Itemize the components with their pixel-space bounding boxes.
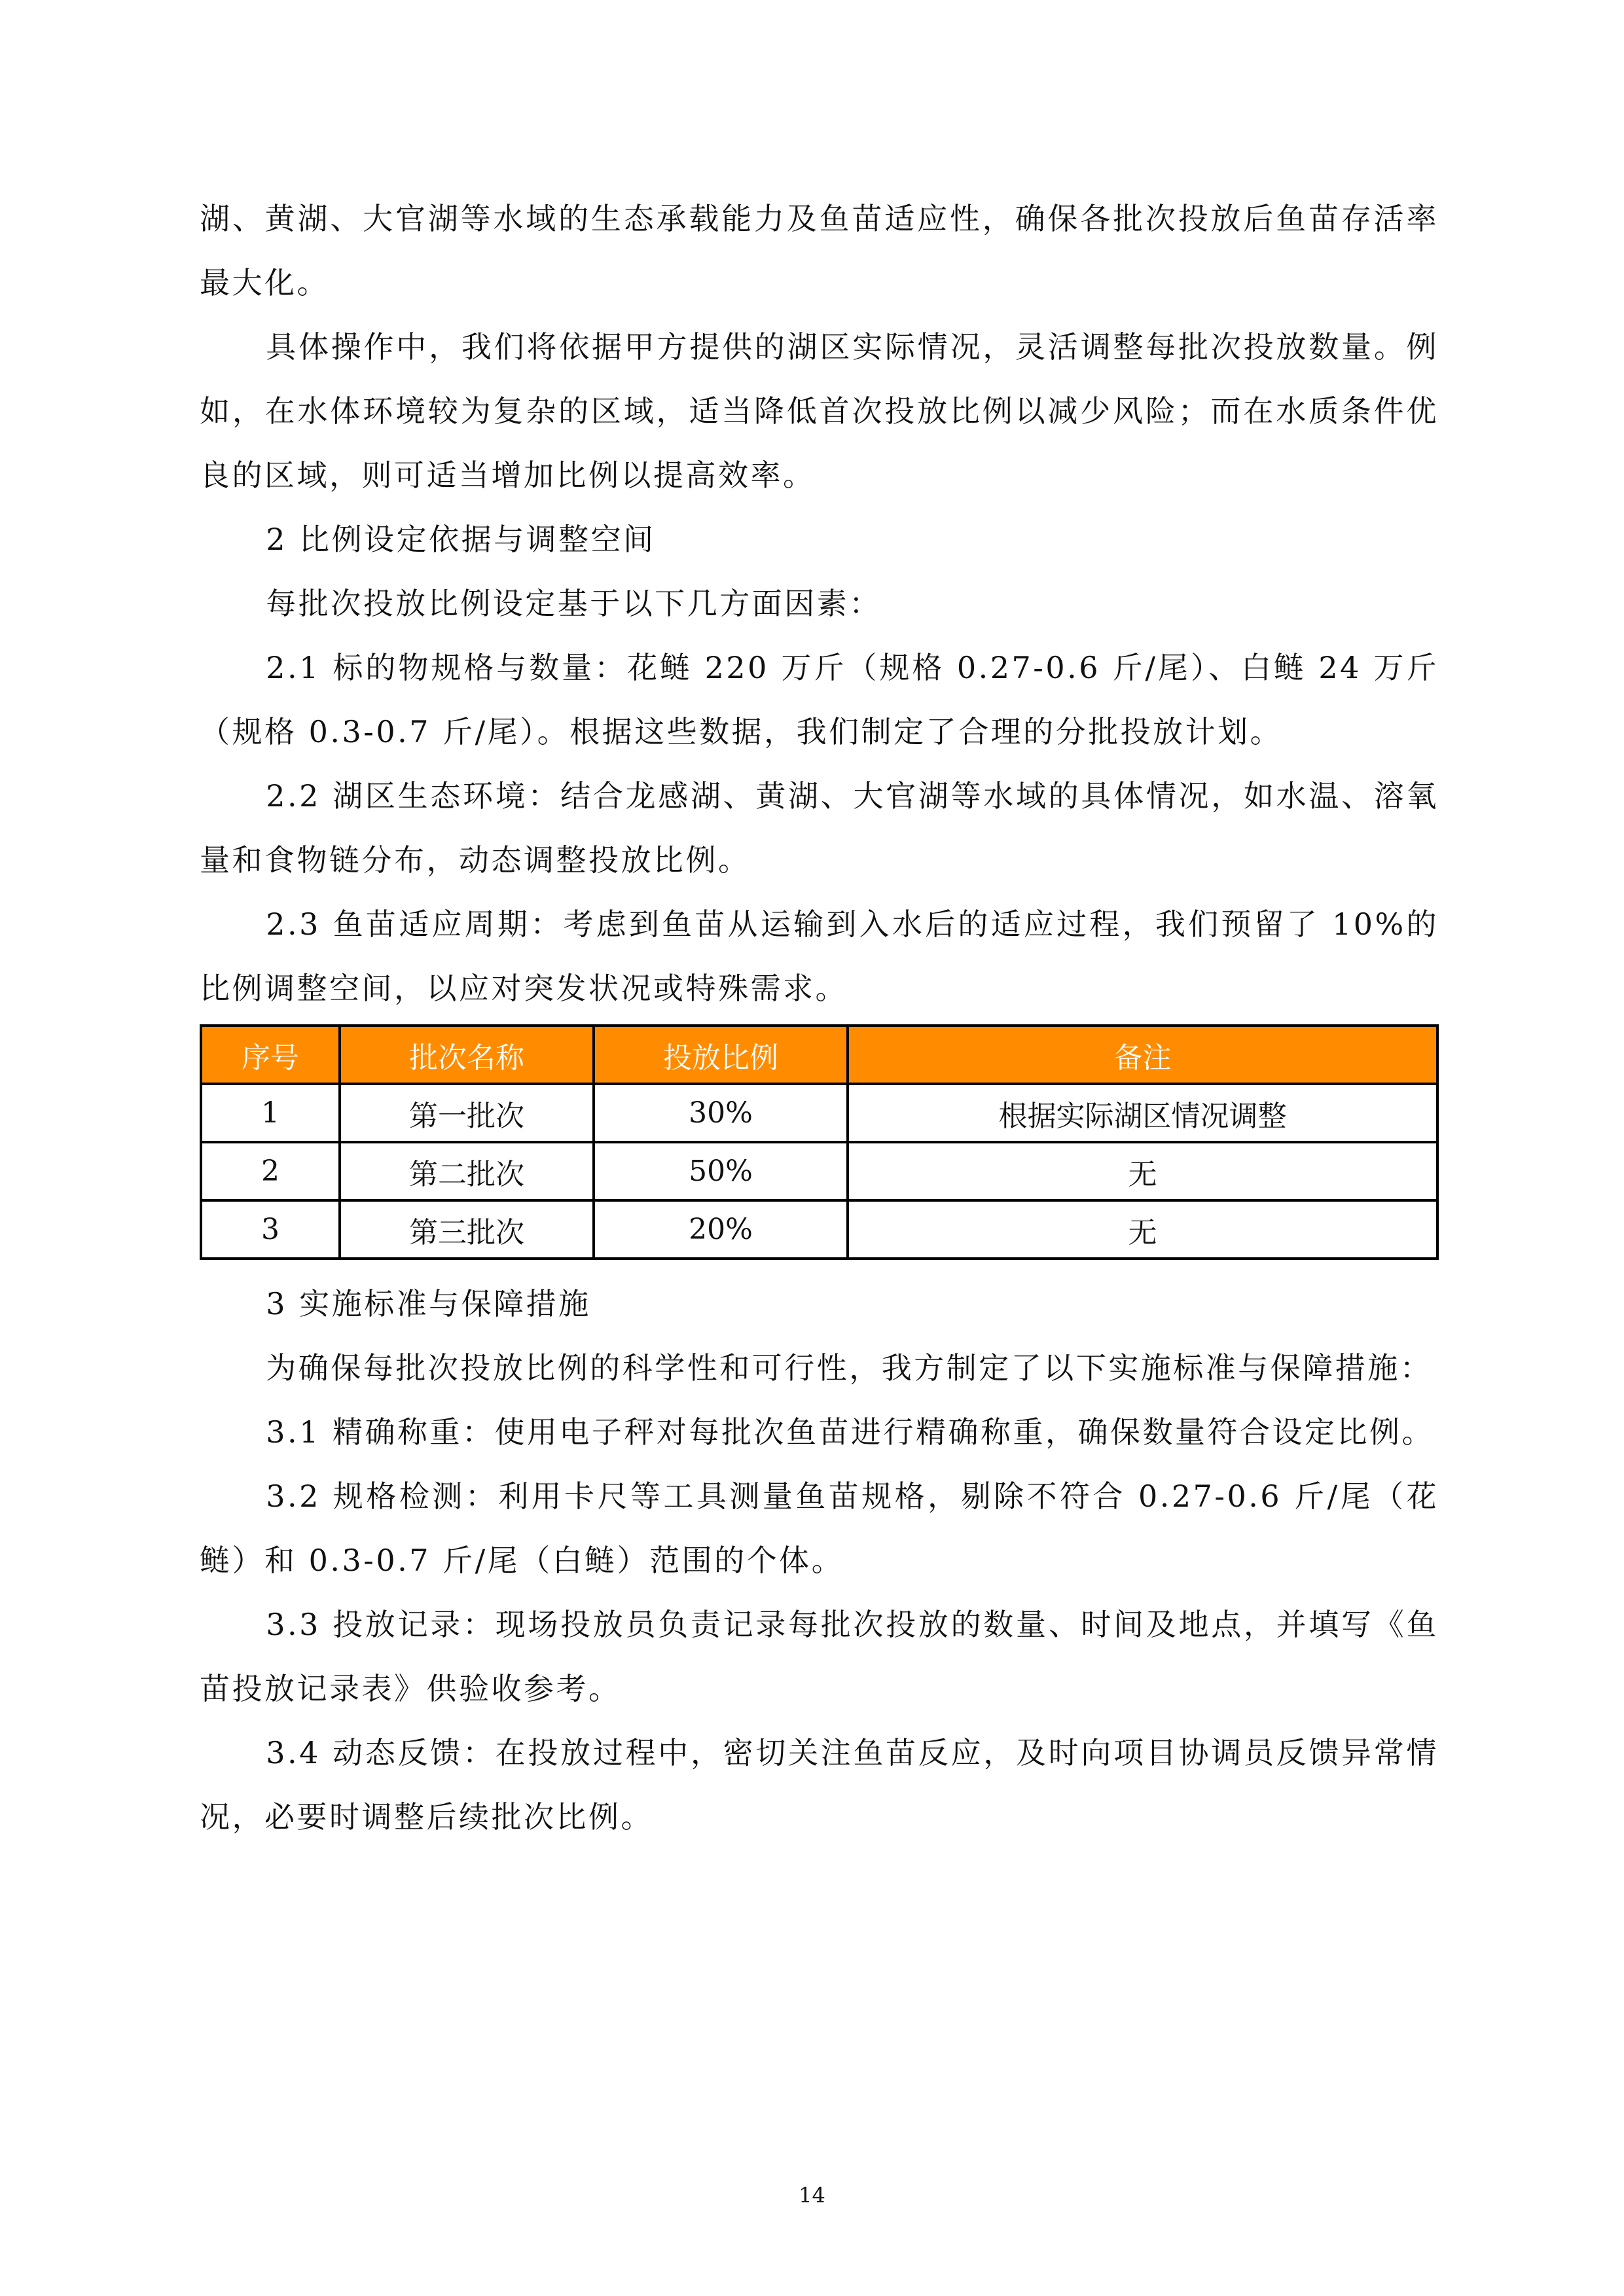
table-row bbox=[201, 1200, 1437, 1259]
cell-batch-name: 第三批次 bbox=[340, 1200, 594, 1259]
paragraph: 3 实施标准与保障措施 bbox=[266, 1286, 591, 1321]
paragraph: 3.1 精确称重：使用电子秤对每批次鱼苗进行精确称重，确保数量符合设定比例。 bbox=[266, 1414, 1434, 1450]
paragraph: 具体操作中，我们将依据甲方提供的湖区实际情况，灵活调整每批次投放数量。例如，在水体环境较为复杂的区域，适当降低首次投放比例以减少风险；而在水质条件优良的区域，则可适当增加比例以提高效率。 bbox=[200, 329, 1439, 493]
paragraph: 为确保每批次投放比例的科学性和可行性，我方制定了以下实施标准与保障措施： bbox=[266, 1350, 1433, 1386]
cell-remark: 无 bbox=[848, 1142, 1437, 1200]
paragraph: 2.1 标的物规格与数量：花鲢 220 万斤（规格 0.27-0.6 斤/尾）、白鲢 24 万斤（规格 0.3-0.7 斤/尾）。根据这些数据，我们制定了合理的分批投放计划。 bbox=[200, 650, 1439, 749]
cell-batch-name: 第一批次 bbox=[340, 1084, 594, 1142]
header-index: 序号 bbox=[201, 1026, 340, 1084]
header-batch-name: 批次名称 bbox=[340, 1026, 594, 1084]
cell-ratio: 50% bbox=[594, 1142, 848, 1200]
paragraph: 3.4 动态反馈：在投放过程中，密切关注鱼苗反应，及时向项目协调员反馈异常情况，必要时调整后续批次比例。 bbox=[200, 1735, 1439, 1835]
page-number: 14 bbox=[799, 2183, 825, 2208]
paragraph: 3.3 投放记录：现场投放员负责记录每批次投放的数量、时间及地点，并填写《鱼苗投放记录表》供验收参考。 bbox=[200, 1607, 1439, 1706]
batch-ratio-table bbox=[200, 1024, 1439, 1260]
header-ratio: 投放比例 bbox=[594, 1026, 848, 1084]
cell-ratio: 20% bbox=[594, 1200, 848, 1259]
paragraph: 2.3 鱼苗适应周期：考虑到鱼苗从运输到入水后的适应过程，我们预留了 10%的比例调整空间，以应对突发状况或特殊需求。 bbox=[200, 906, 1439, 1006]
cell-remark: 无 bbox=[848, 1200, 1437, 1259]
cell-index: 3 bbox=[201, 1200, 340, 1259]
paragraph: 2 比例设定依据与调整空间 bbox=[266, 522, 656, 557]
cell-remark: 根据实际湖区情况调整 bbox=[848, 1084, 1437, 1142]
paragraph: 每批次投放比例设定基于以下几方面因素： bbox=[266, 586, 882, 621]
paragraphs-before-table bbox=[200, 187, 1439, 1020]
cell-batch-name: 第二批次 bbox=[340, 1142, 594, 1200]
table-row bbox=[201, 1084, 1437, 1142]
header-remark: 备注 bbox=[848, 1026, 1437, 1084]
cell-index: 2 bbox=[201, 1142, 340, 1200]
paragraph: 湖、黄湖、大官湖等水域的生态承载能力及鱼苗适应性，确保各批次投放后鱼苗存活率最大化。 bbox=[200, 201, 1439, 300]
paragraph: 2.2 湖区生态环境：结合龙感湖、黄湖、大官湖等水域的具体情况，如水温、溶氧量和食物链分布，动态调整投放比例。 bbox=[200, 778, 1439, 878]
cell-index: 1 bbox=[201, 1084, 340, 1142]
paragraph: 3.2 规格检测：利用卡尺等工具测量鱼苗规格，剔除不符合 0.27-0.6 斤/尾（花鲢）和 0.3-0.7 斤/尾（白鲢）范围的个体。 bbox=[200, 1479, 1439, 1578]
document-body bbox=[200, 187, 1439, 1849]
table-header-row bbox=[201, 1026, 1437, 1084]
cell-ratio: 30% bbox=[594, 1084, 848, 1142]
paragraphs-after-table bbox=[200, 1272, 1439, 1849]
table-row bbox=[201, 1142, 1437, 1200]
